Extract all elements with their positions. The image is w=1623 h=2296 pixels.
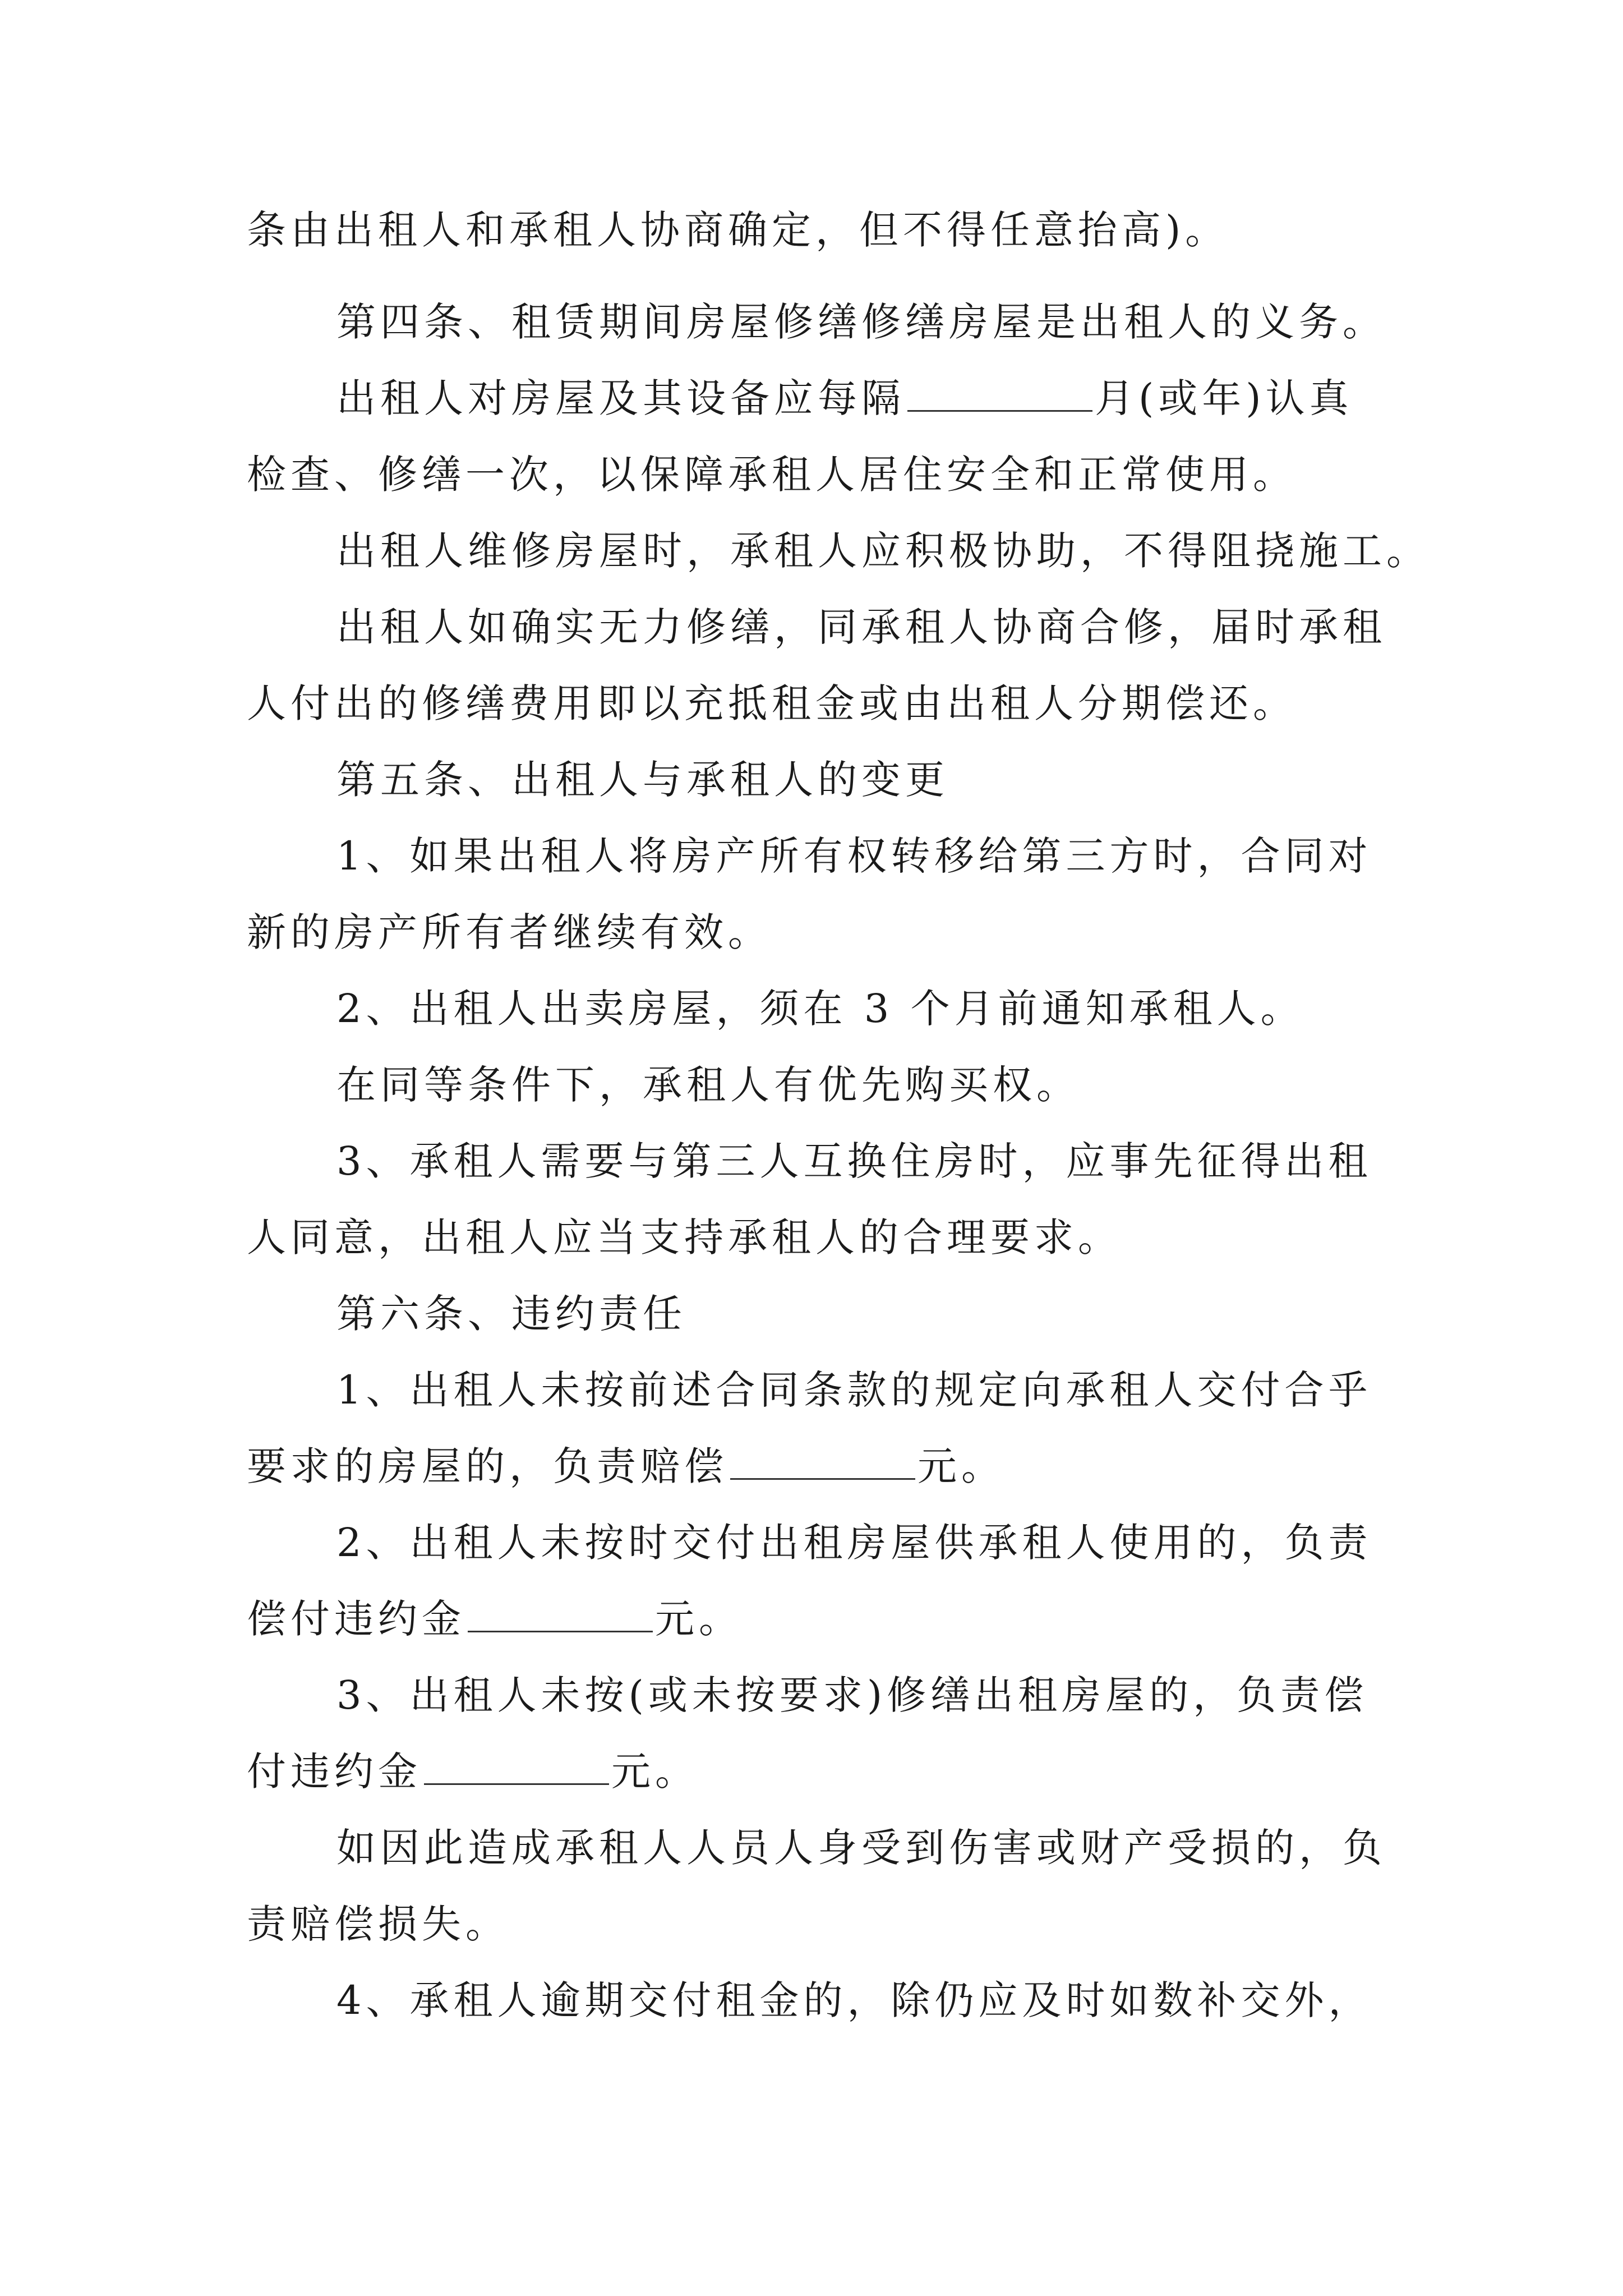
text-span: 新的房产所有者继续有效。 (247, 909, 772, 955)
text-line (336, 1972, 1372, 2028)
text-line (247, 202, 1229, 258)
text-line (336, 370, 1353, 426)
text-span: 4、承租人逾期交付租金的，除仍应及时如数补交外， (336, 1977, 1372, 2023)
section-heading-article-4 (336, 294, 1386, 350)
text-span: 要求的房屋的，负责赔偿 (247, 1443, 728, 1489)
text-span: 3、承租人需要与第三人互换住房时，应事先征得出租 (336, 1138, 1372, 1184)
blank-underline (424, 1744, 609, 1785)
text-span: 检查、修缮一次，以保障承租人居住安全和正常使用。 (247, 452, 1297, 498)
text-span: 元。 (655, 1596, 743, 1642)
text-line (247, 447, 1297, 503)
section-heading-article-6 (336, 1286, 686, 1342)
text-span: 在同等条件下，承租人有优先购买权。 (336, 1062, 1080, 1108)
text-span: 元。 (611, 1749, 699, 1795)
text-span: 元。 (917, 1443, 1005, 1489)
text-line (336, 1362, 1372, 1418)
text-span: 1、如果出租人将房产所有权转移给第三方时，合同对 (336, 833, 1372, 879)
text-span: 人付出的修缮费用即以充抵租金或由出租人分期偿还。 (247, 680, 1297, 726)
text-line (336, 828, 1372, 884)
text-line (336, 523, 1430, 579)
text-line (336, 1133, 1372, 1189)
text-span: 出租人维修房屋时，承租人应积极协助，不得阻挠施工。 (336, 528, 1430, 574)
text-span: 月(或年)认真 (1095, 375, 1353, 421)
text-span: 3、出租人未按(或未按要求)修缮出租房屋的，负责偿 (336, 1672, 1368, 1718)
text-span: 条由出租人和承租人协商确定，但不得任意抬高)。 (247, 207, 1229, 253)
text-span: 责赔偿损失。 (247, 1901, 509, 1947)
section-heading-article-5 (336, 752, 949, 808)
text-line (247, 675, 1297, 731)
text-line (336, 1820, 1386, 1876)
text-line (336, 1057, 1080, 1113)
text-line (336, 599, 1386, 655)
text-span: 偿付违约金 (247, 1596, 465, 1642)
text-span: 1、出租人未按前述合同条款的规定向承租人交付合乎 (336, 1367, 1372, 1413)
blank-underline (907, 371, 1092, 412)
text-span: 2、出租人出卖房屋，须在 3 个月前通知承租人。 (336, 986, 1304, 1032)
text-span: 第六条、违约责任 (336, 1291, 686, 1337)
text-span: 人同意，出租人应当支持承租人的合理要求。 (247, 1214, 1122, 1260)
text-span: 如因此造成承租人人员人身受到伤害或财产受损的，负 (336, 1825, 1386, 1871)
text-line (336, 981, 1304, 1037)
text-line (247, 904, 772, 960)
text-line (247, 1438, 1005, 1494)
blank-underline (730, 1439, 915, 1480)
text-span: 2、出租人未按时交付出租房屋供承租人使用的，负责 (336, 1520, 1372, 1566)
blank-underline (468, 1591, 653, 1632)
text-line (247, 1896, 509, 1952)
text-span: 第五条、出租人与承租人的变更 (336, 757, 949, 803)
text-line (336, 1515, 1372, 1571)
text-line (247, 1591, 743, 1647)
text-line (247, 1209, 1122, 1266)
text-line (247, 1743, 699, 1800)
text-span: 付违约金 (247, 1749, 422, 1795)
text-line (336, 1667, 1368, 1723)
text-span: 出租人如确实无力修缮，同承租人协商合修，届时承租 (336, 604, 1386, 650)
text-span: 第四条、租赁期间房屋修缮修缮房屋是出租人的义务。 (336, 299, 1386, 345)
text-span: 出租人对房屋及其设备应每隔 (336, 375, 905, 421)
